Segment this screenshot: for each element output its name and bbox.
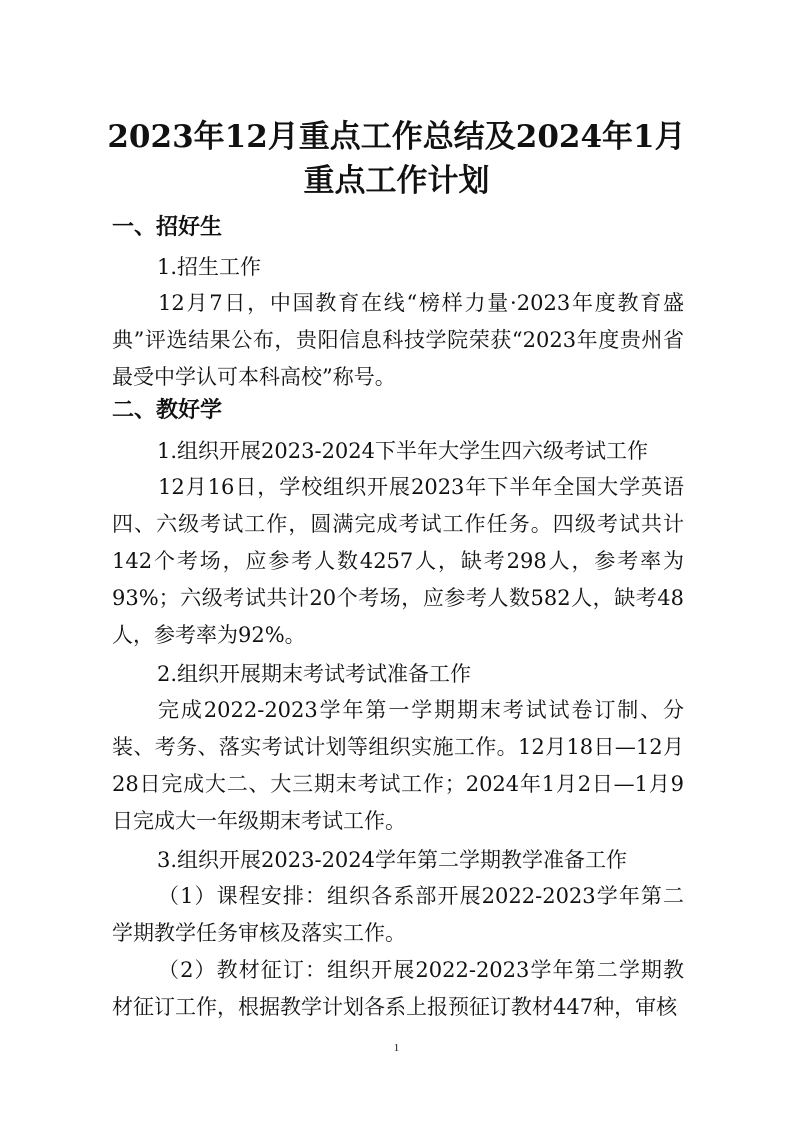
section-heading-teaching: 二、教好学 bbox=[112, 398, 223, 423]
subheading-final-exam-prep: 2.组织开展期末考试考试准备工作 bbox=[157, 662, 472, 686]
paragraph-cet-exam: 12月16日，学校组织开展2023年下半年全国大学英语四、六级考试工作，圆满完成考试工作任务。四级考试共计142个考场，应参考人数4257人，缺考298人，参考率为93%；六级考试共计20个考场，应参考人数582人，缺考48人，参考率为92%。 bbox=[112, 475, 684, 647]
paragraph-recruitment-award: 12月7日，中国教育在线“榜样力量·2023年度教育盛典”评选结果公布，贵阳信息科技学院荣获“2023年度贵州省最受中学认可本科高校”称号。 bbox=[112, 291, 684, 389]
subheading-recruitment-work: 1.招生工作 bbox=[157, 255, 262, 279]
subheading-teaching-prep: 3.组织开展2023-2024学年第二学期教学准备工作 bbox=[157, 848, 628, 872]
paragraph-course-arrangement: （1）课程安排：组织各系部开展2022-2023学年第二学期教学任务审核及落实工作。 bbox=[112, 884, 684, 945]
subheading-cet-exam: 1.组织开展2023-2024下半年大学生四六级考试工作 bbox=[157, 439, 649, 463]
paragraph-final-exam-prep: 完成2022-2023学年第一学期期末考试试卷订制、分装、考务、落实考试计划等组织实施工作。12月18日—12月28日完成大二、大三期末考试工作；2024年1月2日—1月9日完成大一年级期末考试工作。 bbox=[112, 698, 684, 833]
page-number: 1 bbox=[393, 1042, 400, 1054]
paragraph-textbook-ordering: （2）教材征订：组织开展2022-2023学年第二学期教材征订工作，根据教学计划各系上报预征订教材447种，审核 bbox=[112, 958, 684, 1019]
section-heading-recruitment: 一、招好生 bbox=[112, 215, 223, 240]
document-title: 2023年12月重点工作总结及2024年1月重点工作计划 bbox=[107, 119, 686, 199]
